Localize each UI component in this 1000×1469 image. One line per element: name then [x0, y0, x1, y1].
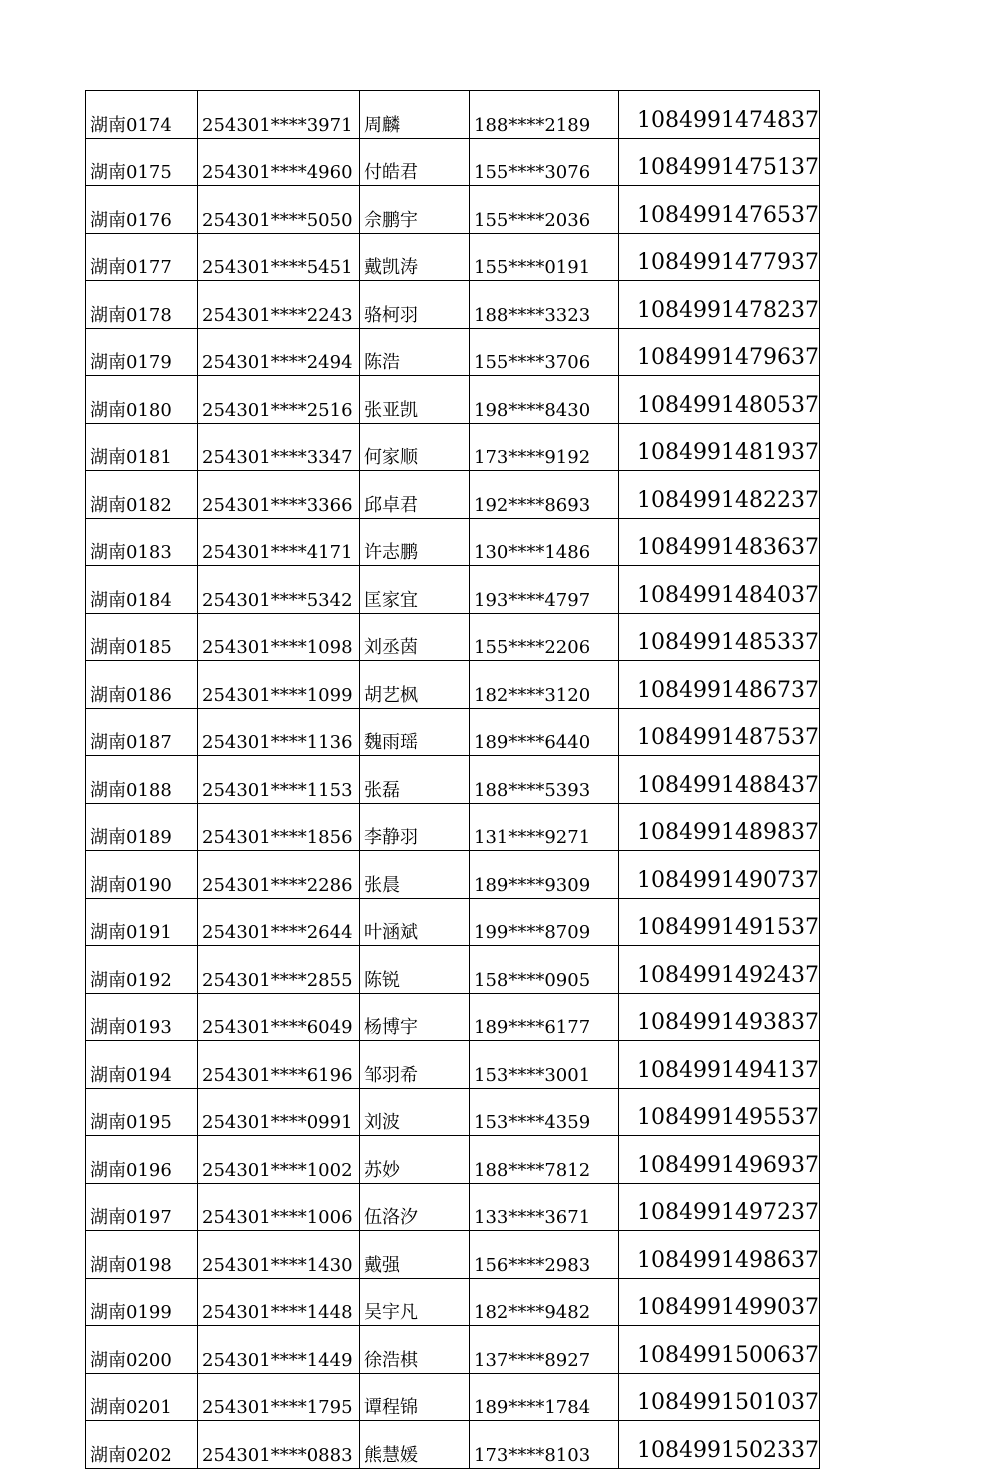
ticket-number-cell: 1084991501037 [619, 1373, 820, 1421]
row-number-cell: 湖南0183 [86, 518, 198, 566]
ticket-number-cell: 1084991487537 [619, 708, 820, 756]
row-number-cell: 湖南0182 [86, 471, 198, 519]
phone-cell: 130****1486 [470, 518, 619, 566]
id-number-cell: 254301****1099 [198, 661, 360, 709]
phone-cell: 188****7812 [470, 1136, 619, 1184]
ticket-number-cell: 1084991497237 [619, 1183, 820, 1231]
row-number-cell: 湖南0193 [86, 993, 198, 1041]
table-row [86, 281, 820, 329]
phone-cell: 155****3706 [470, 328, 619, 376]
id-number-cell: 254301****5342 [198, 566, 360, 614]
table-row [86, 91, 820, 139]
phone-cell: 188****3323 [470, 281, 619, 329]
spreadsheet-table [85, 90, 820, 1469]
id-number-cell: 254301****3347 [198, 423, 360, 471]
name-cell: 戴强 [360, 1231, 470, 1279]
table-row [86, 1326, 820, 1374]
ticket-number-cell: 1084991481937 [619, 423, 820, 471]
phone-cell: 173****8103 [470, 1421, 619, 1469]
name-cell: 佘鹏宇 [360, 186, 470, 234]
name-cell: 苏妙 [360, 1136, 470, 1184]
phone-cell: 189****1784 [470, 1373, 619, 1421]
table-body [86, 91, 820, 1469]
name-cell: 陈浩 [360, 328, 470, 376]
row-number-cell: 湖南0195 [86, 1088, 198, 1136]
row-number-cell: 湖南0201 [86, 1373, 198, 1421]
name-cell: 魏雨瑶 [360, 708, 470, 756]
row-number-cell: 湖南0192 [86, 946, 198, 994]
phone-cell: 189****6440 [470, 708, 619, 756]
id-number-cell: 254301****4960 [198, 138, 360, 186]
id-number-cell: 254301****6049 [198, 993, 360, 1041]
id-number-cell: 254301****1153 [198, 756, 360, 804]
ticket-number-cell: 1084991474837 [619, 91, 820, 139]
row-number-cell: 湖南0200 [86, 1326, 198, 1374]
table-row [86, 138, 820, 186]
row-number-cell: 湖南0177 [86, 233, 198, 281]
phone-cell: 192****8693 [470, 471, 619, 519]
id-number-cell: 254301****1795 [198, 1373, 360, 1421]
id-number-cell: 254301****1856 [198, 803, 360, 851]
row-number-cell: 湖南0190 [86, 851, 198, 899]
id-number-cell: 254301****3366 [198, 471, 360, 519]
row-number-cell: 湖南0187 [86, 708, 198, 756]
row-number-cell: 湖南0198 [86, 1231, 198, 1279]
table-row [86, 756, 820, 804]
table-row [86, 423, 820, 471]
row-number-cell: 湖南0175 [86, 138, 198, 186]
name-cell: 陈锐 [360, 946, 470, 994]
row-number-cell: 湖南0181 [86, 423, 198, 471]
row-number-cell: 湖南0202 [86, 1421, 198, 1469]
name-cell: 熊慧媛 [360, 1421, 470, 1469]
id-number-cell: 254301****1002 [198, 1136, 360, 1184]
ticket-number-cell: 1084991495537 [619, 1088, 820, 1136]
ticket-number-cell: 1084991486737 [619, 661, 820, 709]
phone-cell: 155****2036 [470, 186, 619, 234]
name-cell: 张磊 [360, 756, 470, 804]
ticket-number-cell: 1084991477937 [619, 233, 820, 281]
table-row [86, 661, 820, 709]
table-row [86, 708, 820, 756]
ticket-number-cell: 1084991493837 [619, 993, 820, 1041]
table-row [86, 1231, 820, 1279]
table-row [86, 946, 820, 994]
ticket-number-cell: 1084991491537 [619, 898, 820, 946]
name-cell: 伍洛汐 [360, 1183, 470, 1231]
table-row [86, 1373, 820, 1421]
row-number-cell: 湖南0176 [86, 186, 198, 234]
phone-cell: 156****2983 [470, 1231, 619, 1279]
id-number-cell: 254301****1448 [198, 1278, 360, 1326]
table-row [86, 186, 820, 234]
table-row [86, 1278, 820, 1326]
table-row [86, 1088, 820, 1136]
phone-cell: 173****9192 [470, 423, 619, 471]
id-number-cell: 254301****2286 [198, 851, 360, 899]
ticket-number-cell: 1084991494137 [619, 1041, 820, 1089]
name-cell: 邹羽希 [360, 1041, 470, 1089]
name-cell: 吴宇凡 [360, 1278, 470, 1326]
name-cell: 许志鹏 [360, 518, 470, 566]
name-cell: 刘丞茵 [360, 613, 470, 661]
name-cell: 杨博宇 [360, 993, 470, 1041]
id-number-cell: 254301****2516 [198, 376, 360, 424]
table-row [86, 566, 820, 614]
id-number-cell: 254301****2243 [198, 281, 360, 329]
table-row [86, 328, 820, 376]
id-number-cell: 254301****2644 [198, 898, 360, 946]
name-cell: 骆柯羽 [360, 281, 470, 329]
table-row [86, 1183, 820, 1231]
id-number-cell: 254301****0991 [198, 1088, 360, 1136]
name-cell: 张亚凯 [360, 376, 470, 424]
phone-cell: 153****4359 [470, 1088, 619, 1136]
ticket-number-cell: 1084991480537 [619, 376, 820, 424]
name-cell: 李静羽 [360, 803, 470, 851]
row-number-cell: 湖南0174 [86, 91, 198, 139]
table-row [86, 1041, 820, 1089]
ticket-number-cell: 1084991485337 [619, 613, 820, 661]
ticket-number-cell: 1084991492437 [619, 946, 820, 994]
table-row [86, 233, 820, 281]
phone-cell: 131****9271 [470, 803, 619, 851]
ticket-number-cell: 1084991476537 [619, 186, 820, 234]
row-number-cell: 湖南0188 [86, 756, 198, 804]
phone-cell: 137****8927 [470, 1326, 619, 1374]
ticket-number-cell: 1084991499037 [619, 1278, 820, 1326]
name-cell: 徐浩棋 [360, 1326, 470, 1374]
phone-cell: 182****9482 [470, 1278, 619, 1326]
ticket-number-cell: 1084991475137 [619, 138, 820, 186]
row-number-cell: 湖南0178 [86, 281, 198, 329]
phone-cell: 155****0191 [470, 233, 619, 281]
name-cell: 匡家宜 [360, 566, 470, 614]
phone-cell: 182****3120 [470, 661, 619, 709]
phone-cell: 193****4797 [470, 566, 619, 614]
table-row [86, 993, 820, 1041]
id-number-cell: 254301****5050 [198, 186, 360, 234]
name-cell: 付皓君 [360, 138, 470, 186]
id-number-cell: 254301****2494 [198, 328, 360, 376]
name-cell: 叶涵斌 [360, 898, 470, 946]
id-number-cell: 254301****4171 [198, 518, 360, 566]
ticket-number-cell: 1084991479637 [619, 328, 820, 376]
id-number-cell: 254301****3971 [198, 91, 360, 139]
name-cell: 戴凯涛 [360, 233, 470, 281]
table-row [86, 898, 820, 946]
table-row [86, 518, 820, 566]
phone-cell: 133****3671 [470, 1183, 619, 1231]
id-number-cell: 254301****1006 [198, 1183, 360, 1231]
row-number-cell: 湖南0186 [86, 661, 198, 709]
row-number-cell: 湖南0189 [86, 803, 198, 851]
phone-cell: 198****8430 [470, 376, 619, 424]
phone-cell: 189****9309 [470, 851, 619, 899]
id-number-cell: 254301****2855 [198, 946, 360, 994]
phone-cell: 199****8709 [470, 898, 619, 946]
table-row [86, 1136, 820, 1184]
id-number-cell: 254301****1136 [198, 708, 360, 756]
ticket-number-cell: 1084991488437 [619, 756, 820, 804]
phone-cell: 188****5393 [470, 756, 619, 804]
phone-cell: 188****2189 [470, 91, 619, 139]
name-cell: 何家顺 [360, 423, 470, 471]
name-cell: 胡艺枫 [360, 661, 470, 709]
name-cell: 张晨 [360, 851, 470, 899]
phone-cell: 153****3001 [470, 1041, 619, 1089]
table-row [86, 613, 820, 661]
row-number-cell: 湖南0185 [86, 613, 198, 661]
ticket-number-cell: 1084991478237 [619, 281, 820, 329]
row-number-cell: 湖南0180 [86, 376, 198, 424]
ticket-number-cell: 1084991500637 [619, 1326, 820, 1374]
table-row [86, 471, 820, 519]
ticket-number-cell: 1084991489837 [619, 803, 820, 851]
id-number-cell: 254301****5451 [198, 233, 360, 281]
name-cell: 谭程锦 [360, 1373, 470, 1421]
row-number-cell: 湖南0197 [86, 1183, 198, 1231]
id-number-cell: 254301****1430 [198, 1231, 360, 1279]
row-number-cell: 湖南0191 [86, 898, 198, 946]
table-row [86, 376, 820, 424]
id-number-cell: 254301****6196 [198, 1041, 360, 1089]
ticket-number-cell: 1084991483637 [619, 518, 820, 566]
phone-cell: 155****2206 [470, 613, 619, 661]
phone-cell: 189****6177 [470, 993, 619, 1041]
table-row [86, 1421, 820, 1469]
row-number-cell: 湖南0199 [86, 1278, 198, 1326]
phone-cell: 155****3076 [470, 138, 619, 186]
ticket-number-cell: 1084991496937 [619, 1136, 820, 1184]
row-number-cell: 湖南0196 [86, 1136, 198, 1184]
name-cell: 周麟 [360, 91, 470, 139]
table-row [86, 803, 820, 851]
name-cell: 邱卓君 [360, 471, 470, 519]
id-number-cell: 254301****1098 [198, 613, 360, 661]
row-number-cell: 湖南0194 [86, 1041, 198, 1089]
row-number-cell: 湖南0184 [86, 566, 198, 614]
table-row [86, 851, 820, 899]
ticket-number-cell: 1084991490737 [619, 851, 820, 899]
ticket-number-cell: 1084991498637 [619, 1231, 820, 1279]
id-number-cell: 254301****1449 [198, 1326, 360, 1374]
name-cell: 刘波 [360, 1088, 470, 1136]
ticket-number-cell: 1084991482237 [619, 471, 820, 519]
phone-cell: 158****0905 [470, 946, 619, 994]
ticket-number-cell: 1084991502337 [619, 1421, 820, 1469]
id-number-cell: 254301****0883 [198, 1421, 360, 1469]
ticket-number-cell: 1084991484037 [619, 566, 820, 614]
row-number-cell: 湖南0179 [86, 328, 198, 376]
